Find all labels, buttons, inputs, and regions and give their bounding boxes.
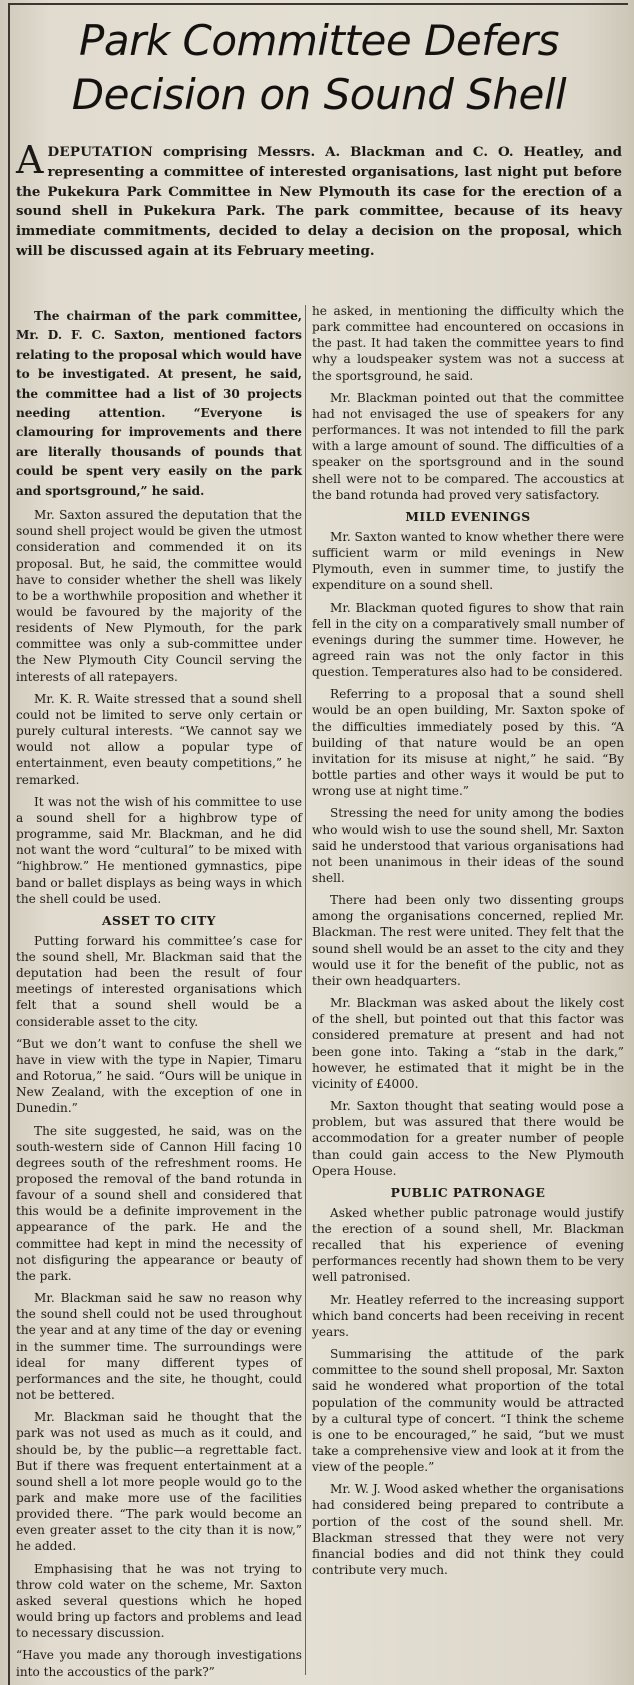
subheading-asset-to-city: ASSET TO CITY — [102, 912, 216, 928]
top-border-rule — [8, 3, 628, 5]
paragraph: Mr. K. R. Waite stressed that a sound shell could not be limited to serve only certain or purely cultural interests. “We cannot say we would not allow a popular type of entertainment, even beauty competitions,” he remarked. — [16, 691, 302, 787]
paragraph: “But we don’t want to confuse the shell we have in view with the type in Napier, Timaru and Rotorua,” he said. “Ours will be unique in New Zealand, with the exception of one in Dunedin.” — [16, 1036, 302, 1116]
paragraph: It was not the wish of his committee to use a sound shell for a highbrow type of programme, said Mr. Blackman, and he did not want the word “cultural” to be mixed with “highbrow.” He mentioned gymnastics, pipe band or ballet displays as being ways in which the shell could be used. — [16, 794, 302, 906]
paragraph: Stressing the need for unity among the bodies who would wish to use the sound shell, Mr. Saxton said he understood that various organisations had not been unanimous in their ideas of the sound shell. — [312, 806, 624, 885]
drop-cap: A — [16, 138, 44, 182]
paragraph: Asked whether public patronage would justify the erection of a sound shell, Mr. Blackman recalled that his experience of evening performances recently had shown them to be very well patronised. — [312, 1205, 624, 1285]
paragraph: Mr. W. J. Wood asked whether the organisations had considered being prepared to contribute a portion of the cost of the sound shell. Mr. Blackman stressed that they were not very financial bodies and did not think they could contribute very much. — [312, 1482, 624, 1578]
paragraph: The site suggested, he said, was on the south-western side of Cannon Hill facing 10 degrees south of the refreshment rooms. He proposed the removal of the band rotunda in favour of a sound shell and considered that this would be a definite improvement in the appearance of the park. He and the committee had kept in mind the necessity of not disfiguring the appearance or beauty of the park. — [16, 1123, 302, 1283]
headline — [14, 14, 624, 122]
intro-caps-word: DEPUTATION — [47, 144, 154, 160]
right-column — [312, 303, 624, 1584]
intro-text: comprising Messrs. A. Blackman and C. O. Heatley, and representing a committee of interested organisations, last night put before the Pukekura Park Committee in New Plymouth its case for the erection of a sound shell in Pukekura Park. The park committee, because of its heavy immediate commitments, decided to delay a decision on the proposal, which will be discussed again at its February meeting. — [16, 144, 622, 259]
paragraph: Mr. Saxton assured the deputation that the sound shell project would be given the utmost consideration and commended it on its proposal. But, he said, the committee would have to consider whether the shell was likely to be a worthwhile proposition and whether it would be favoured by the majority of the residents of New Plymouth, for the park committee was only a sub-committee under the New Plymouth City Council serving the interests of all ratepayers. — [16, 508, 302, 684]
paragraph: Mr. Blackman pointed out that the committee had not envisaged the use of speakers for any performances. It was not intended to fill the park with a large amount of sound. The difficulties of a speaker on the sportsground and in the sound shell were not to be compared. The accoustics at the band rotunda had proved very satisfactory. — [312, 390, 624, 502]
column-divider — [305, 305, 306, 1675]
subheading-mild-evenings: MILD EVENINGS — [405, 508, 531, 524]
paragraph: Mr. Heatley referred to the increasing support which band concerts had been receiving in recent years. — [312, 1292, 624, 1339]
subheading-public-patronage: PUBLIC PATRONAGE — [390, 1184, 546, 1200]
left-border-rule — [8, 3, 10, 1685]
paragraph: Mr. Saxton thought that seating would pose a problem, but was assured that there would be accommodation for a greater number of people than could gain access to the New Plymouth Opera House. — [312, 1099, 624, 1178]
paragraph: Referring to a proposal that a sound shell would be an open building, Mr. Saxton spoke of the difficulties immediately posed by this. “A building of that nature would be an open invitation for its misuse at night,” he said. “By bottle parties and other ways it would be put to wrong use at night time.” — [312, 687, 624, 799]
paragraph: Mr. Blackman was asked about the likely cost of the shell, but pointed out that this factor was considered premature at present and had not been gone into. Taking a “stab in the dark,” however, he estimated that it might be in the vicinity of £4000. — [312, 996, 624, 1091]
headline-line-2: Decision on Sound Shell — [71, 70, 567, 119]
paragraph: Summarising the attitude of the park committee to the sound shell proposal, Mr. Saxton said he wondered what proportion of the total population of the community would be attracted by a cultural type of concert. “I think the scheme is one to be encouraged,” he said, “but we must take a comprehensive view and look at it from the view of the people.” — [312, 1347, 624, 1475]
left-column — [16, 307, 302, 1685]
paragraph: Mr. Blackman said he saw no reason why the sound shell could not be used throughout the year and at any time of the day or evening in the summer time. The surroundings were ideal for many different types of performances and the site, he thought, could not be bettered. — [16, 1291, 302, 1403]
paragraph: There had been only two dissenting groups among the organisations concerned, replied Mr. Blackman. The rest were united. They felt that the sound shell would be an asset to the city and they would use it for the benefit of the public, not as their own headquarters. — [312, 893, 624, 988]
paragraph: he asked, in mentioning the difficulty which the park committee had encountered on occasions in the past. It had taken the committee years to find why a loudspeaker system was not a success at the sportsground, he said. — [312, 304, 624, 383]
paragraph: Putting forward his committee’s case for the sound shell, Mr. Blackman said that the deputation had been the result of four meetings of interested organisations which felt that a sound shell would be a considerable asset to the city. — [16, 933, 302, 1029]
paragraph: Mr. Blackman quoted figures to show that rain fell in the city on a comparatively small number of evenings during the summer time. However, he agreed rain was not the only factor in this question. Temperatures also had to be considered. — [312, 600, 624, 680]
paragraph: Mr. Blackman said he thought that the park was not used as much as it could, and should be, by the public—a regrettable fact. But if there was frequent entertainment at a sound shell a lot more people would go to the park and make more use of the facilities provided there. “The park would become an even greater asset to the city than it is now,” he added. — [16, 1410, 302, 1554]
paragraph: “Have you made any thorough investigations into the accoustics of the park?” — [16, 1648, 302, 1679]
paragraph: The chairman of the park committee, Mr. D. F. C. Saxton, mentioned factors relating to the proposal which would have to be investigated. At present, he said, the committee had a list of 30 projects needing attention. “Everyone is clamouring for improvements and there are literally thousands of pounds that could be spent very easily on the park and sportsground,” he said. — [16, 309, 302, 498]
paragraph: Emphasising that he was not trying to throw cold water on the scheme, Mr. Saxton asked several questions which he hoped would bring up factors and problems and lead to necessary discussion. — [16, 1561, 302, 1641]
intro-paragraph — [16, 138, 622, 262]
paragraph: Mr. Saxton wanted to know whether there were sufficient warm or mild evenings in New Plymouth, even in summer time, to justify the expenditure on a sound shell. — [312, 529, 624, 593]
headline-line-1: Park Committee Defers — [79, 16, 559, 65]
